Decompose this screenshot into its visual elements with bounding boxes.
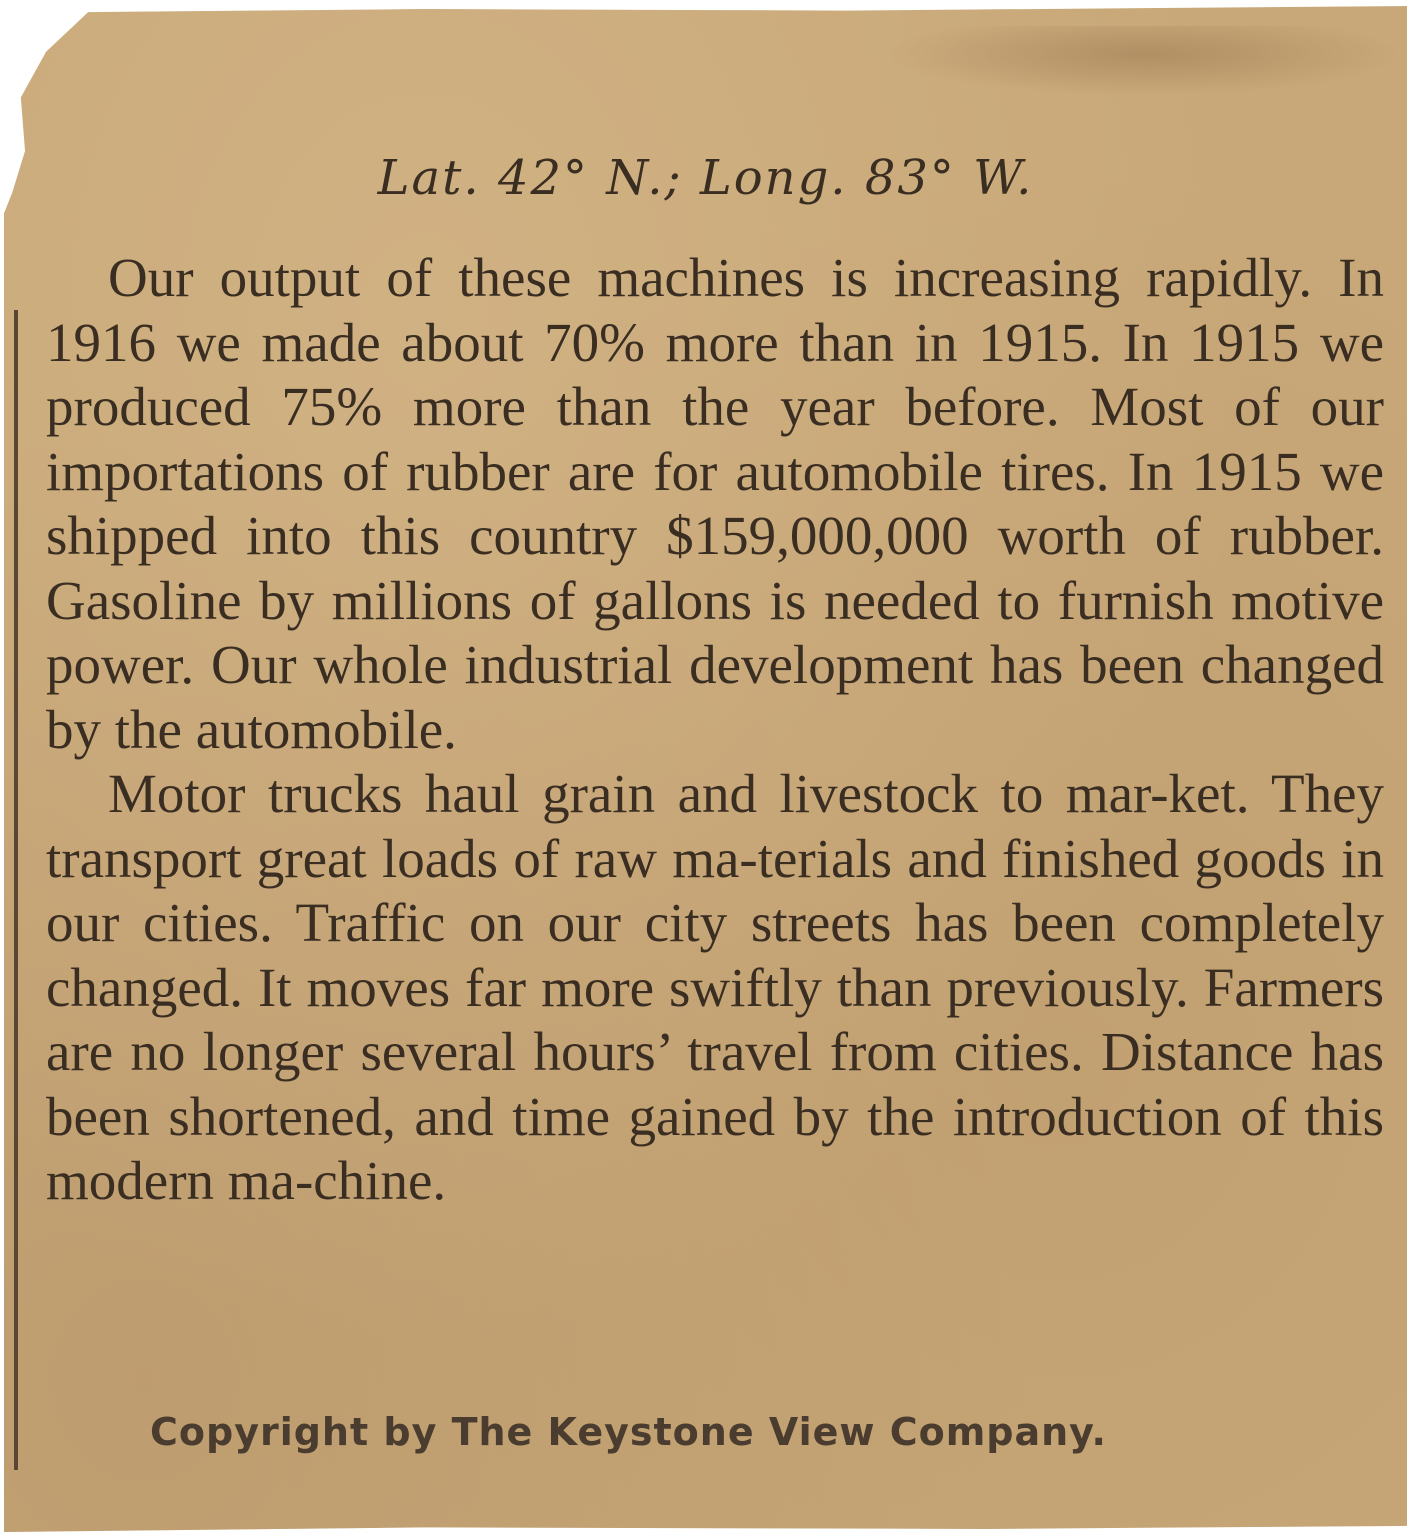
body-text: [46, 246, 1384, 1214]
left-border-rule: [14, 310, 18, 1470]
copyright-line: Copyright by The Keystone View Company.: [150, 1410, 1107, 1454]
coordinates-heading: Lat. 42° N.; Long. 83° W.: [377, 150, 1034, 206]
torn-edge-stain: [884, 26, 1404, 96]
paragraph: Our output of these machines is increasing rapidly. In 1916 we made about 70% more than in 1915. In 1915 we produced 75% more than the year before. Most of our importations of rubber are for automobile tires. In 1915 we shipped into this country $159,000,000 worth of rubber. Gasoline by millions of gallons is needed to furnish motive power. Our whole industrial development has been changed by the automobile.: [46, 247, 1384, 760]
paragraph: Motor trucks haul grain and livestock to mar-ket. They transport great loads of raw ma-terials and finished goods in our cities. Traffic on our city streets has been completely changed. It moves far more swiftly than previously. Farmers are no longer several hours’ travel from cities. Distance has been shortened, and time gained by the introduction of this modern ma-chine.: [46, 763, 1384, 1211]
